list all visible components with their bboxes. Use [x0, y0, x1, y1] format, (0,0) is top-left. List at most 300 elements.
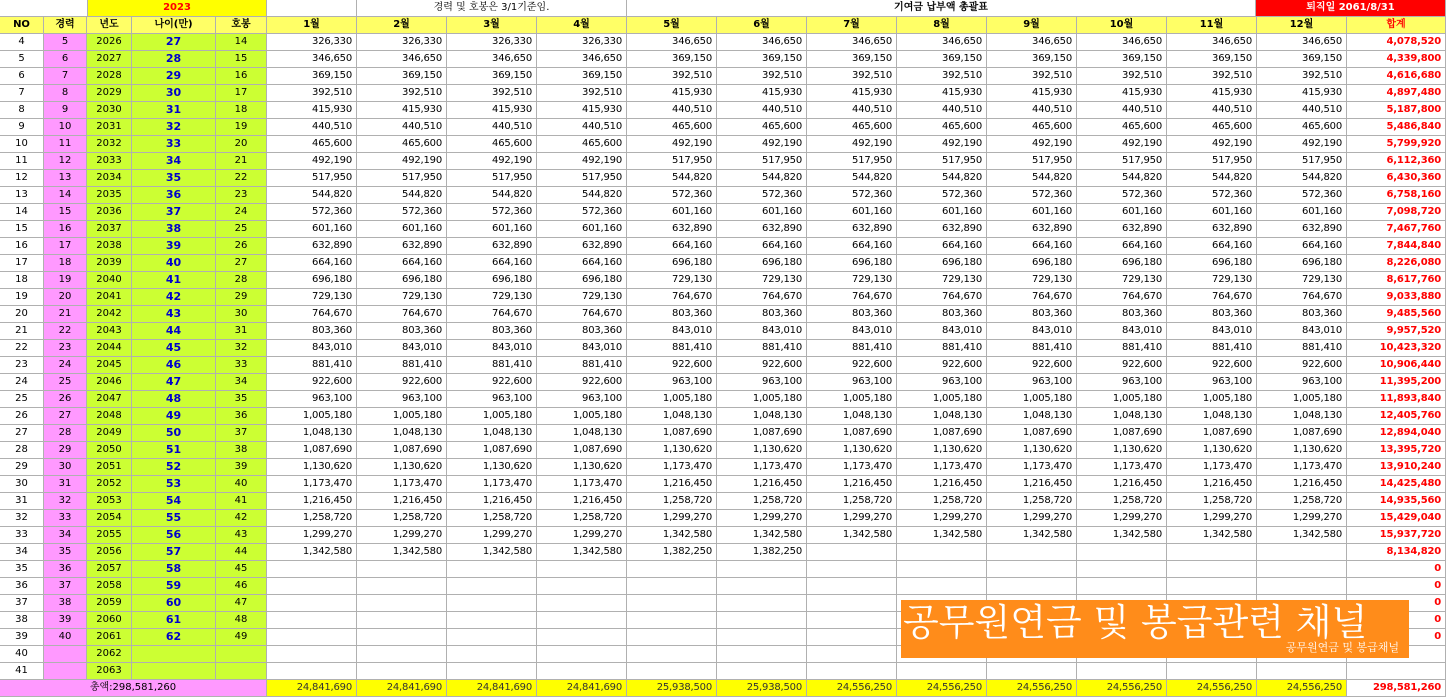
- cell-career[interactable]: 20: [44, 289, 87, 306]
- cell-month-amount[interactable]: [447, 629, 537, 646]
- cell-step[interactable]: 16: [216, 68, 267, 85]
- cell-month-amount[interactable]: 1,130,620: [357, 459, 447, 476]
- cell-no[interactable]: 14: [0, 204, 44, 221]
- cell-month-amount[interactable]: 465,600: [897, 119, 987, 136]
- cell-step[interactable]: 45: [216, 561, 267, 578]
- cell-month-amount[interactable]: 1,087,690: [627, 425, 717, 442]
- cell-month-amount[interactable]: [1167, 578, 1257, 595]
- cell-career[interactable]: 28: [44, 425, 87, 442]
- cell-month-amount[interactable]: 696,180: [627, 255, 717, 272]
- cell-month-amount[interactable]: 1,342,580: [1167, 527, 1257, 544]
- cell-month-amount[interactable]: 632,890: [267, 238, 357, 255]
- cell-month-amount[interactable]: 572,360: [357, 204, 447, 221]
- cell-month-amount[interactable]: [1257, 578, 1347, 595]
- cell-month-amount[interactable]: 572,360: [897, 187, 987, 204]
- cell-month-amount[interactable]: 1,087,690: [1077, 425, 1167, 442]
- cell-age[interactable]: 34: [132, 153, 216, 170]
- cell-month-amount[interactable]: [1167, 663, 1257, 680]
- cell-row-total[interactable]: 15,937,720: [1347, 527, 1446, 544]
- cell-age[interactable]: 27: [132, 34, 216, 51]
- cell-month-amount[interactable]: 1,005,180: [1167, 391, 1257, 408]
- cell-month-amount[interactable]: 664,160: [447, 255, 537, 272]
- cell-month-amount[interactable]: [447, 561, 537, 578]
- header-career[interactable]: 경력: [44, 17, 87, 34]
- cell-step[interactable]: 21: [216, 153, 267, 170]
- cell-month-amount[interactable]: 440,510: [1257, 102, 1347, 119]
- cell-month-amount[interactable]: 465,600: [627, 119, 717, 136]
- cell-month-amount[interactable]: 572,360: [717, 187, 807, 204]
- cell-year[interactable]: 2056: [87, 544, 132, 561]
- cell-month-amount[interactable]: 843,010: [1167, 323, 1257, 340]
- cell-month-amount[interactable]: 803,360: [357, 323, 447, 340]
- cell-month-amount[interactable]: 369,150: [897, 51, 987, 68]
- cell-month-amount[interactable]: [1077, 663, 1167, 680]
- cell-no[interactable]: 38: [0, 612, 44, 629]
- cell-career[interactable]: 14: [44, 187, 87, 204]
- cell-month-amount[interactable]: 492,190: [1257, 136, 1347, 153]
- cell-month-amount[interactable]: 326,330: [267, 34, 357, 51]
- header-month[interactable]: 8월: [897, 17, 987, 34]
- cell-career[interactable]: 16: [44, 221, 87, 238]
- cell-month-amount[interactable]: 601,160: [267, 221, 357, 238]
- cell-row-total[interactable]: 8,134,820: [1347, 544, 1446, 561]
- cell-month-amount[interactable]: 440,510: [717, 102, 807, 119]
- cell-month-amount[interactable]: 729,130: [1167, 272, 1257, 289]
- cell-career[interactable]: 38: [44, 595, 87, 612]
- cell-month-amount[interactable]: 415,930: [987, 85, 1077, 102]
- cell-row-total[interactable]: 9,957,520: [1347, 323, 1446, 340]
- cell-month-amount[interactable]: 729,130: [357, 289, 447, 306]
- cell-month-amount[interactable]: 1,005,180: [1257, 391, 1347, 408]
- cell-month-amount[interactable]: [537, 595, 627, 612]
- cell-month-amount[interactable]: 1,130,620: [897, 442, 987, 459]
- cell-month-amount[interactable]: 1,299,270: [447, 527, 537, 544]
- cell-month-amount[interactable]: 601,160: [807, 204, 897, 221]
- cell-month-amount[interactable]: 963,100: [987, 374, 1077, 391]
- cell-no[interactable]: 32: [0, 510, 44, 527]
- cell-month-amount[interactable]: [267, 612, 357, 629]
- cell-career[interactable]: 6: [44, 51, 87, 68]
- cell-month-amount[interactable]: 465,600: [267, 136, 357, 153]
- cell-month-amount[interactable]: 440,510: [357, 119, 447, 136]
- cell-month-amount[interactable]: 843,010: [987, 323, 1077, 340]
- cell-month-amount[interactable]: 764,670: [1257, 289, 1347, 306]
- cell-career[interactable]: 30: [44, 459, 87, 476]
- cell-month-amount[interactable]: [447, 578, 537, 595]
- cell-month-amount[interactable]: 632,890: [627, 221, 717, 238]
- cell-month-amount[interactable]: 1,342,580: [267, 544, 357, 561]
- cell-no[interactable]: 30: [0, 476, 44, 493]
- cell-age[interactable]: 33: [132, 136, 216, 153]
- cell-month-amount[interactable]: 601,160: [627, 204, 717, 221]
- cell-month-amount[interactable]: 632,890: [717, 221, 807, 238]
- cell-month-amount[interactable]: [537, 578, 627, 595]
- cell-month-amount[interactable]: 1,173,470: [717, 459, 807, 476]
- cell-month-amount[interactable]: 1,048,130: [1167, 408, 1257, 425]
- cell-year[interactable]: 2041: [87, 289, 132, 306]
- cell-age[interactable]: 57: [132, 544, 216, 561]
- cell-age[interactable]: 53: [132, 476, 216, 493]
- cell-month-amount[interactable]: 544,820: [627, 170, 717, 187]
- cell-row-total[interactable]: 6,758,160: [1347, 187, 1446, 204]
- cell-month-amount[interactable]: 881,410: [627, 340, 717, 357]
- cell-month-amount[interactable]: 632,890: [537, 238, 627, 255]
- cell-month-amount[interactable]: 392,510: [447, 85, 537, 102]
- cell-month-amount[interactable]: 369,150: [1077, 51, 1167, 68]
- cell-career[interactable]: [44, 646, 87, 663]
- cell-step[interactable]: 26: [216, 238, 267, 255]
- cell-month-amount[interactable]: 544,820: [1077, 170, 1167, 187]
- cell-month-amount[interactable]: 1,299,270: [537, 527, 627, 544]
- blank-header-cell[interactable]: [0, 0, 88, 17]
- cell-month-amount[interactable]: 764,670: [267, 306, 357, 323]
- cell-row-total[interactable]: 8,617,760: [1347, 272, 1446, 289]
- cell-month-amount[interactable]: 601,160: [357, 221, 447, 238]
- cell-month-amount[interactable]: 392,510: [1167, 68, 1257, 85]
- cell-month-amount[interactable]: 346,650: [537, 51, 627, 68]
- cell-month-amount[interactable]: 346,650: [987, 34, 1077, 51]
- cell-age[interactable]: 49: [132, 408, 216, 425]
- cell-year[interactable]: 2059: [87, 595, 132, 612]
- cell-month-amount[interactable]: 729,130: [1257, 272, 1347, 289]
- cell-month-amount[interactable]: [1257, 663, 1347, 680]
- cell-month-amount[interactable]: 1,087,690: [717, 425, 807, 442]
- cell-age[interactable]: 36: [132, 187, 216, 204]
- cell-month-amount[interactable]: 664,160: [1077, 238, 1167, 255]
- cell-month-amount[interactable]: 544,820: [1257, 170, 1347, 187]
- footer-month-total[interactable]: 25,938,500: [717, 680, 807, 697]
- cell-month-amount[interactable]: 1,087,690: [537, 442, 627, 459]
- header-month[interactable]: 2월: [357, 17, 447, 34]
- cell-year[interactable]: 2039: [87, 255, 132, 272]
- cell-year[interactable]: 2034: [87, 170, 132, 187]
- cell-age[interactable]: 29: [132, 68, 216, 85]
- cell-month-amount[interactable]: 664,160: [627, 238, 717, 255]
- cell-month-amount[interactable]: 1,382,250: [627, 544, 717, 561]
- cell-month-amount[interactable]: 963,100: [807, 374, 897, 391]
- cell-month-amount[interactable]: 881,410: [897, 340, 987, 357]
- cell-month-amount[interactable]: 346,650: [1167, 34, 1257, 51]
- cell-month-amount[interactable]: 492,190: [1077, 136, 1167, 153]
- cell-year[interactable]: 2060: [87, 612, 132, 629]
- cell-no[interactable]: 7: [0, 85, 44, 102]
- cell-career[interactable]: 13: [44, 170, 87, 187]
- cell-month-amount[interactable]: 346,650: [897, 34, 987, 51]
- cell-step[interactable]: 14: [216, 34, 267, 51]
- cell-age[interactable]: 45: [132, 340, 216, 357]
- cell-no[interactable]: 34: [0, 544, 44, 561]
- cell-month-amount[interactable]: 803,360: [1167, 306, 1257, 323]
- cell-month-amount[interactable]: 492,190: [897, 136, 987, 153]
- cell-month-amount[interactable]: 963,100: [1077, 374, 1167, 391]
- cell-month-amount[interactable]: 664,160: [537, 255, 627, 272]
- cell-month-amount[interactable]: 803,360: [627, 306, 717, 323]
- cell-step[interactable]: 35: [216, 391, 267, 408]
- cell-month-amount[interactable]: [987, 561, 1077, 578]
- cell-month-amount[interactable]: 1,342,580: [357, 544, 447, 561]
- cell-year[interactable]: 2029: [87, 85, 132, 102]
- cell-month-amount[interactable]: 1,173,470: [357, 476, 447, 493]
- footer-month-total[interactable]: 24,556,250: [1257, 680, 1347, 697]
- cell-month-amount[interactable]: 729,130: [807, 272, 897, 289]
- cell-no[interactable]: 4: [0, 34, 44, 51]
- cell-month-amount[interactable]: 1,258,720: [1077, 493, 1167, 510]
- cell-month-amount[interactable]: [807, 663, 897, 680]
- cell-month-amount[interactable]: 922,600: [1077, 357, 1167, 374]
- cell-month-amount[interactable]: 1,130,620: [267, 459, 357, 476]
- cell-month-amount[interactable]: 729,130: [537, 289, 627, 306]
- cell-year[interactable]: 2027: [87, 51, 132, 68]
- cell-month-amount[interactable]: 601,160: [447, 221, 537, 238]
- cell-row-total[interactable]: 0: [1347, 578, 1446, 595]
- cell-year[interactable]: 2055: [87, 527, 132, 544]
- cell-no[interactable]: 31: [0, 493, 44, 510]
- cell-row-total[interactable]: 9,485,560: [1347, 306, 1446, 323]
- cell-month-amount[interactable]: 1,087,690: [807, 425, 897, 442]
- cell-month-amount[interactable]: 764,670: [537, 306, 627, 323]
- cell-year[interactable]: 2035: [87, 187, 132, 204]
- cell-career[interactable]: 27: [44, 408, 87, 425]
- cell-month-amount[interactable]: [1077, 561, 1167, 578]
- cell-month-amount[interactable]: 1,258,720: [447, 510, 537, 527]
- cell-month-amount[interactable]: 1,048,130: [537, 425, 627, 442]
- cell-step[interactable]: 43: [216, 527, 267, 544]
- cell-month-amount[interactable]: 696,180: [267, 272, 357, 289]
- cell-year[interactable]: 2048: [87, 408, 132, 425]
- cell-month-amount[interactable]: 517,950: [1257, 153, 1347, 170]
- cell-month-amount[interactable]: 1,173,470: [267, 476, 357, 493]
- cell-age[interactable]: 28: [132, 51, 216, 68]
- cell-age[interactable]: 35: [132, 170, 216, 187]
- cell-month-amount[interactable]: 392,510: [987, 68, 1077, 85]
- cell-month-amount[interactable]: [537, 663, 627, 680]
- cell-no[interactable]: 35: [0, 561, 44, 578]
- cell-career[interactable]: 29: [44, 442, 87, 459]
- cell-month-amount[interactable]: 1,258,720: [357, 510, 447, 527]
- cell-month-amount[interactable]: 881,410: [357, 357, 447, 374]
- cell-step[interactable]: 20: [216, 136, 267, 153]
- cell-month-amount[interactable]: 392,510: [627, 68, 717, 85]
- cell-month-amount[interactable]: [717, 612, 807, 629]
- cell-age[interactable]: 51: [132, 442, 216, 459]
- cell-month-amount[interactable]: 1,005,180: [987, 391, 1077, 408]
- cell-month-amount[interactable]: 517,950: [1167, 153, 1257, 170]
- cell-row-total[interactable]: 11,395,200: [1347, 374, 1446, 391]
- cell-step[interactable]: 22: [216, 170, 267, 187]
- cell-step[interactable]: 42: [216, 510, 267, 527]
- cell-row-total[interactable]: 5,486,840: [1347, 119, 1446, 136]
- cell-no[interactable]: 11: [0, 153, 44, 170]
- cell-step[interactable]: 49: [216, 629, 267, 646]
- cell-month-amount[interactable]: 572,360: [987, 187, 1077, 204]
- cell-age[interactable]: 60: [132, 595, 216, 612]
- cell-month-amount[interactable]: 803,360: [897, 306, 987, 323]
- cell-month-amount[interactable]: 963,100: [447, 391, 537, 408]
- cell-month-amount[interactable]: 963,100: [267, 391, 357, 408]
- cell-month-amount[interactable]: 664,160: [717, 238, 807, 255]
- cell-month-amount[interactable]: 729,130: [717, 272, 807, 289]
- cell-month-amount[interactable]: 1,087,690: [447, 442, 537, 459]
- cell-month-amount[interactable]: 843,010: [897, 323, 987, 340]
- cell-month-amount[interactable]: 922,600: [1167, 357, 1257, 374]
- cell-row-total[interactable]: 14,425,480: [1347, 476, 1446, 493]
- cell-career[interactable]: 7: [44, 68, 87, 85]
- cell-month-amount[interactable]: [1077, 544, 1167, 561]
- cell-career[interactable]: 18: [44, 255, 87, 272]
- cell-no[interactable]: 28: [0, 442, 44, 459]
- cell-month-amount[interactable]: 803,360: [807, 306, 897, 323]
- cell-month-amount[interactable]: 1,087,690: [987, 425, 1077, 442]
- cell-no[interactable]: 13: [0, 187, 44, 204]
- footer-month-total[interactable]: 25,938,500: [627, 680, 717, 697]
- cell-month-amount[interactable]: 764,670: [1077, 289, 1167, 306]
- cell-month-amount[interactable]: 601,160: [897, 204, 987, 221]
- cell-month-amount[interactable]: 392,510: [807, 68, 897, 85]
- cell-month-amount[interactable]: 664,160: [267, 255, 357, 272]
- cell-month-amount[interactable]: 517,950: [357, 170, 447, 187]
- cell-month-amount[interactable]: 632,890: [807, 221, 897, 238]
- cell-month-amount[interactable]: 803,360: [447, 323, 537, 340]
- cell-row-total[interactable]: 0: [1347, 629, 1446, 646]
- header-year[interactable]: 년도: [87, 17, 132, 34]
- cell-month-amount[interactable]: 346,650: [627, 34, 717, 51]
- cell-age[interactable]: 42: [132, 289, 216, 306]
- cell-month-amount[interactable]: [267, 578, 357, 595]
- cell-row-total[interactable]: 4,078,520: [1347, 34, 1446, 51]
- cell-month-amount[interactable]: 346,650: [447, 51, 537, 68]
- cell-month-amount[interactable]: 465,600: [1257, 119, 1347, 136]
- cell-month-amount[interactable]: 601,160: [537, 221, 627, 238]
- footer-month-total[interactable]: 24,841,690: [357, 680, 447, 697]
- cell-month-amount[interactable]: 922,600: [537, 374, 627, 391]
- cell-month-amount[interactable]: 632,890: [357, 238, 447, 255]
- cell-month-amount[interactable]: 729,130: [897, 272, 987, 289]
- cell-month-amount[interactable]: [717, 578, 807, 595]
- cell-row-total[interactable]: 0: [1347, 595, 1446, 612]
- cell-age[interactable]: 43: [132, 306, 216, 323]
- header-month[interactable]: 1월: [267, 17, 357, 34]
- cell-month-amount[interactable]: 696,180: [537, 272, 627, 289]
- cell-month-amount[interactable]: 1,258,720: [987, 493, 1077, 510]
- cell-year[interactable]: 2037: [87, 221, 132, 238]
- cell-month-amount[interactable]: 803,360: [1077, 306, 1167, 323]
- cell-month-amount[interactable]: 392,510: [1257, 68, 1347, 85]
- cell-month-amount[interactable]: [807, 646, 897, 663]
- cell-month-amount[interactable]: 492,190: [807, 136, 897, 153]
- cell-month-amount[interactable]: [357, 663, 447, 680]
- cell-month-amount[interactable]: [447, 595, 537, 612]
- cell-row-total[interactable]: 14,935,560: [1347, 493, 1446, 510]
- cell-no[interactable]: 21: [0, 323, 44, 340]
- cell-month-amount[interactable]: [1257, 561, 1347, 578]
- cell-month-amount[interactable]: [627, 595, 717, 612]
- cell-month-amount[interactable]: 922,600: [357, 374, 447, 391]
- cell-month-amount[interactable]: 1,173,470: [1257, 459, 1347, 476]
- cell-no[interactable]: 23: [0, 357, 44, 374]
- cell-month-amount[interactable]: 843,010: [267, 340, 357, 357]
- cell-no[interactable]: 26: [0, 408, 44, 425]
- cell-age[interactable]: 30: [132, 85, 216, 102]
- cell-month-amount[interactable]: 1,342,580: [1257, 527, 1347, 544]
- cell-month-amount[interactable]: 764,670: [807, 289, 897, 306]
- cell-age[interactable]: 38: [132, 221, 216, 238]
- cell-no[interactable]: 25: [0, 391, 44, 408]
- cell-month-amount[interactable]: [447, 663, 537, 680]
- cell-step[interactable]: 44: [216, 544, 267, 561]
- cell-month-amount[interactable]: 465,600: [1077, 119, 1167, 136]
- cell-month-amount[interactable]: 881,410: [717, 340, 807, 357]
- cell-month-amount[interactable]: 440,510: [447, 119, 537, 136]
- cell-age[interactable]: 48: [132, 391, 216, 408]
- cell-month-amount[interactable]: 415,930: [267, 102, 357, 119]
- cell-step[interactable]: 40: [216, 476, 267, 493]
- cell-month-amount[interactable]: 1,005,180: [627, 391, 717, 408]
- cell-month-amount[interactable]: 517,950: [717, 153, 807, 170]
- cell-age[interactable]: [132, 663, 216, 680]
- cell-month-amount[interactable]: 922,600: [627, 357, 717, 374]
- cell-month-amount[interactable]: 392,510: [897, 68, 987, 85]
- cell-year[interactable]: 2038: [87, 238, 132, 255]
- cell-row-total[interactable]: 9,033,880: [1347, 289, 1446, 306]
- cell-month-amount[interactable]: 601,160: [987, 204, 1077, 221]
- cell-month-amount[interactable]: 696,180: [1257, 255, 1347, 272]
- cell-no[interactable]: 5: [0, 51, 44, 68]
- cell-month-amount[interactable]: 415,930: [447, 102, 537, 119]
- cell-month-amount[interactable]: 415,930: [807, 85, 897, 102]
- cell-month-amount[interactable]: 415,930: [537, 102, 627, 119]
- cell-month-amount[interactable]: 1,299,270: [987, 510, 1077, 527]
- header-month[interactable]: 4월: [537, 17, 627, 34]
- cell-month-amount[interactable]: 601,160: [717, 204, 807, 221]
- cell-career[interactable]: 25: [44, 374, 87, 391]
- cell-month-amount[interactable]: 696,180: [1077, 255, 1167, 272]
- cell-row-total[interactable]: 0: [1347, 561, 1446, 578]
- cell-month-amount[interactable]: [897, 561, 987, 578]
- cell-month-amount[interactable]: [537, 612, 627, 629]
- cell-month-amount[interactable]: 1,173,470: [897, 459, 987, 476]
- cell-year[interactable]: 2061: [87, 629, 132, 646]
- header-month[interactable]: 7월: [807, 17, 897, 34]
- footer-grand-total[interactable]: 298,581,260: [1347, 680, 1446, 697]
- cell-age[interactable]: 55: [132, 510, 216, 527]
- cell-year[interactable]: 2053: [87, 493, 132, 510]
- cell-month-amount[interactable]: 1,299,270: [1257, 510, 1347, 527]
- cell-month-amount[interactable]: 392,510: [267, 85, 357, 102]
- cell-month-amount[interactable]: 803,360: [267, 323, 357, 340]
- cell-month-amount[interactable]: 572,360: [627, 187, 717, 204]
- cell-month-amount[interactable]: 492,190: [357, 153, 447, 170]
- cell-month-amount[interactable]: [627, 646, 717, 663]
- cell-month-amount[interactable]: 1,005,180: [897, 391, 987, 408]
- cell-career[interactable]: [44, 663, 87, 680]
- cell-month-amount[interactable]: 1,130,620: [1257, 442, 1347, 459]
- cell-career[interactable]: 40: [44, 629, 87, 646]
- cell-step[interactable]: 41: [216, 493, 267, 510]
- cell-month-amount[interactable]: [1077, 578, 1167, 595]
- cell-year[interactable]: 2045: [87, 357, 132, 374]
- cell-month-amount[interactable]: 1,130,620: [447, 459, 537, 476]
- cell-step[interactable]: 37: [216, 425, 267, 442]
- cell-month-amount[interactable]: 1,048,130: [897, 408, 987, 425]
- cell-year[interactable]: 2062: [87, 646, 132, 663]
- cell-month-amount[interactable]: [717, 646, 807, 663]
- cell-month-amount[interactable]: 1,216,450: [267, 493, 357, 510]
- cell-month-amount[interactable]: 1,299,270: [627, 510, 717, 527]
- cell-month-amount[interactable]: 963,100: [717, 374, 807, 391]
- cell-month-amount[interactable]: [537, 561, 627, 578]
- cell-career[interactable]: 11: [44, 136, 87, 153]
- cell-month-amount[interactable]: 369,150: [357, 68, 447, 85]
